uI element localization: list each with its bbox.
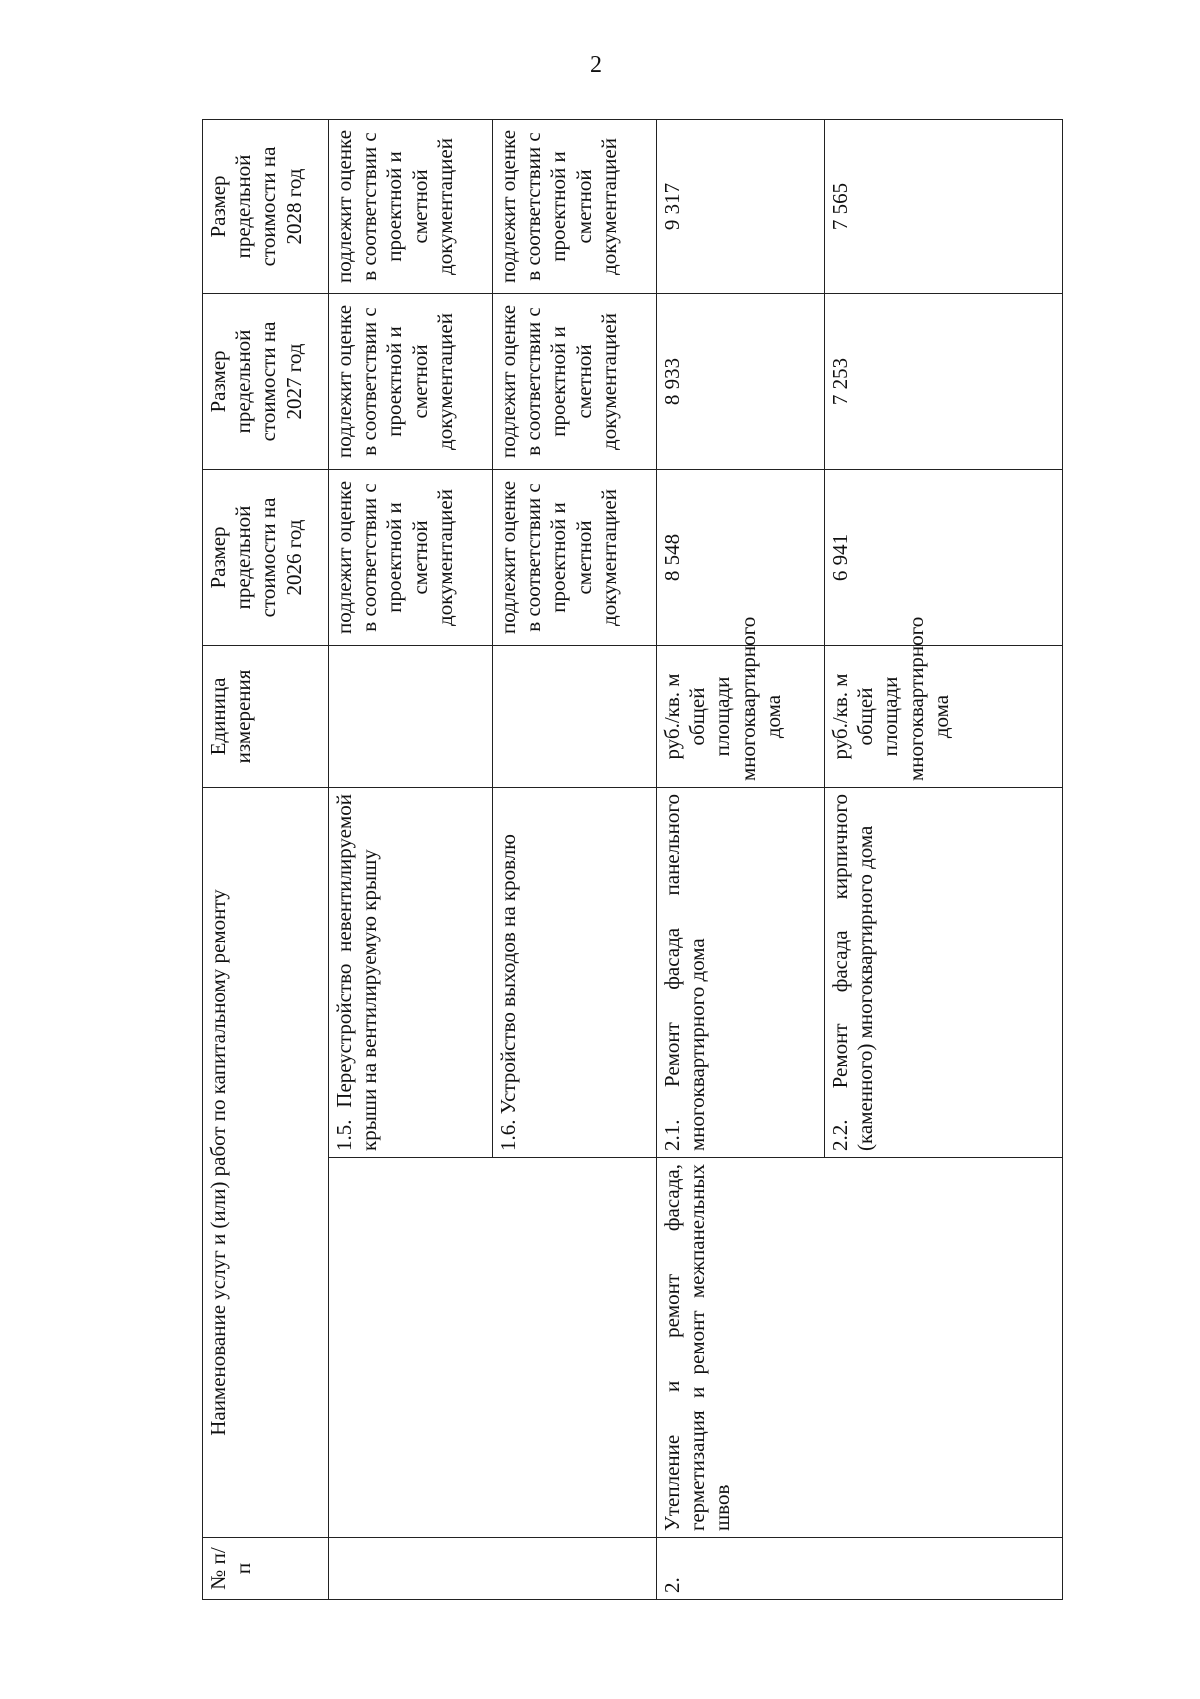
header-unit: Единица измерения bbox=[203, 645, 329, 787]
row-main-name: Утепление и ремонт фасада, герметизация и ремонт межпанельных швов bbox=[657, 1158, 1063, 1538]
subitem-1-6: 1.6. Устройство выходов на кровлю bbox=[493, 787, 657, 1157]
value-2028: подлежит оценке в соответствии с проектной и сметной документацией bbox=[493, 119, 657, 293]
table-row bbox=[657, 119, 825, 1599]
page-number: 2 bbox=[590, 52, 602, 78]
value-2028: 9 317 bbox=[657, 119, 825, 293]
unit-cell bbox=[493, 645, 657, 787]
value-2026: 8 548 bbox=[657, 469, 825, 645]
table-row bbox=[329, 119, 493, 1599]
row-num-empty bbox=[329, 1538, 657, 1600]
value-2028: подлежит оценке в соответствии с проектной и сметной документацией bbox=[329, 119, 493, 293]
value-2027: подлежит оценке в соответствии с проектной и сметной документацией bbox=[329, 293, 493, 469]
header-2028: Размер предельной стоимости на 2028 год bbox=[203, 119, 329, 293]
subitem-1-5: 1.5. Переустройство невентилируемой крыши на вентилируемую крышу bbox=[329, 787, 493, 1157]
header-name: Наименование услуг и (или) работ по капитальному ремонту bbox=[203, 787, 329, 1537]
value-2027: 7 253 bbox=[825, 293, 1063, 469]
row-num: 2. bbox=[657, 1538, 1063, 1600]
value-2027: подлежит оценке в соответствии с проектной и сметной документацией bbox=[493, 293, 657, 469]
value-2026: подлежит оценке в соответствии с проектной и сметной документацией bbox=[329, 469, 493, 645]
cost-table bbox=[202, 119, 1063, 1600]
unit-cell bbox=[329, 645, 493, 787]
row-main-empty bbox=[329, 1158, 657, 1538]
value-2026: 6 941 bbox=[825, 469, 1063, 645]
subitem-2-2: 2.2. Ремонт фасада кирпичного (каменного) многоквартирного дома bbox=[825, 787, 1063, 1157]
value-2028: 7 565 bbox=[825, 119, 1063, 293]
value-2027: 8 933 bbox=[657, 293, 825, 469]
header-num: № п/п bbox=[203, 1538, 329, 1600]
unit-cell: руб./кв. м общей площади многоквартирного дома bbox=[657, 645, 825, 787]
unit-cell: руб./кв. м общей площади многоквартирного дома bbox=[825, 645, 1063, 787]
header-2026: Размер предельной стоимости на 2026 год bbox=[203, 469, 329, 645]
header-row bbox=[203, 119, 329, 1599]
subitem-2-1: 2.1. Ремонт фасада панельного многоквартирного дома bbox=[657, 787, 825, 1157]
value-2026: подлежит оценке в соответствии с проектной и сметной документацией bbox=[493, 469, 657, 645]
cost-table-rotated bbox=[202, 120, 1062, 1600]
header-2027: Размер предельной стоимости на 2027 год bbox=[203, 293, 329, 469]
